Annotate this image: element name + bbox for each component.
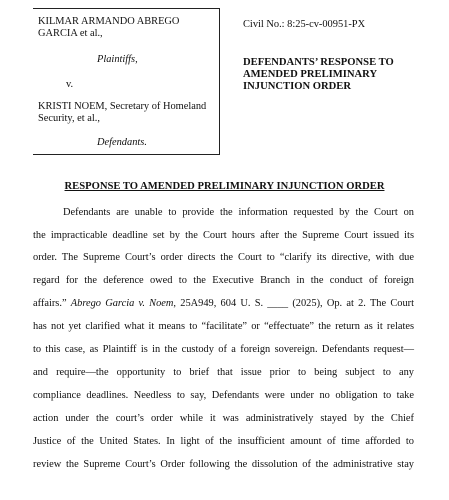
document-title-line-3: INJUNCTION ORDER (243, 81, 352, 92)
body-line-1: Defendants are unable to provide the information requested by the Court on (63, 207, 414, 218)
body-line-2: the impracticable deadline set by the Court hours after the Supreme Court issued its (33, 230, 414, 241)
defendants-label: Defendants. (97, 137, 147, 148)
body-line-8: and require—the opportunity to brief that issue prior to being subject to any (33, 367, 414, 378)
defendant-name-line-1: KRISTI NOEM, Secretary of Homeland (38, 101, 207, 112)
body-line-4: regard for the deference owed to the Executive Branch in the conduct of foreign (33, 275, 414, 286)
plaintiff-name-line-1: KILMAR ARMANDO ABREGO (38, 16, 180, 27)
body-line-7: to this case, as Plaintiff is in the custody of a foreign sovereign. Defendants request— (33, 344, 414, 355)
body-line-5-end: , 25A949, 604 U. S. ____ (2025), Op. at 2. The Court (173, 298, 414, 309)
body-line-5 (33, 298, 414, 309)
case-citation: Abrego Garcia v. Noem (70, 298, 174, 309)
body-line-5-start: affairs.” (33, 298, 71, 309)
body-line-12: review the Supreme Court’s Order following the dissolution of the administrative stay (33, 459, 414, 470)
defendant-name-line-2: Security, et al., (38, 113, 100, 124)
body-line-3: order. The Supreme Court’s order directs the Court to “clarify its directive, with due (33, 252, 414, 263)
body-line-11: Justice of the United States. In light of the insufficient amount of time afforded to (33, 436, 414, 447)
body-line-6: has not yet clarified what it means to “facilitate” or “effectuate” the return as it relates (33, 321, 414, 332)
document-title-line-1: DEFENDANTS’ RESPONSE TO (243, 57, 394, 68)
body-line-9: compliance deadlines. Needless to say, Defendants were under no obligation to take (33, 390, 414, 401)
versus-label: v. (66, 79, 74, 90)
plaintiffs-label: Plaintiffs, (97, 54, 138, 65)
section-heading: RESPONSE TO AMENDED PRELIMINARY INJUNCTION ORDER (64, 181, 385, 192)
civil-case-number: Civil No.: 8:25-cv-00951-PX (243, 19, 366, 30)
document-title-line-2: AMENDED PRELIMINARY (243, 69, 378, 80)
plaintiff-name-line-2: GARCIA et al., (38, 28, 103, 39)
body-line-10: action under the court’s order while it was administratively stayed by the Chief (33, 413, 414, 424)
